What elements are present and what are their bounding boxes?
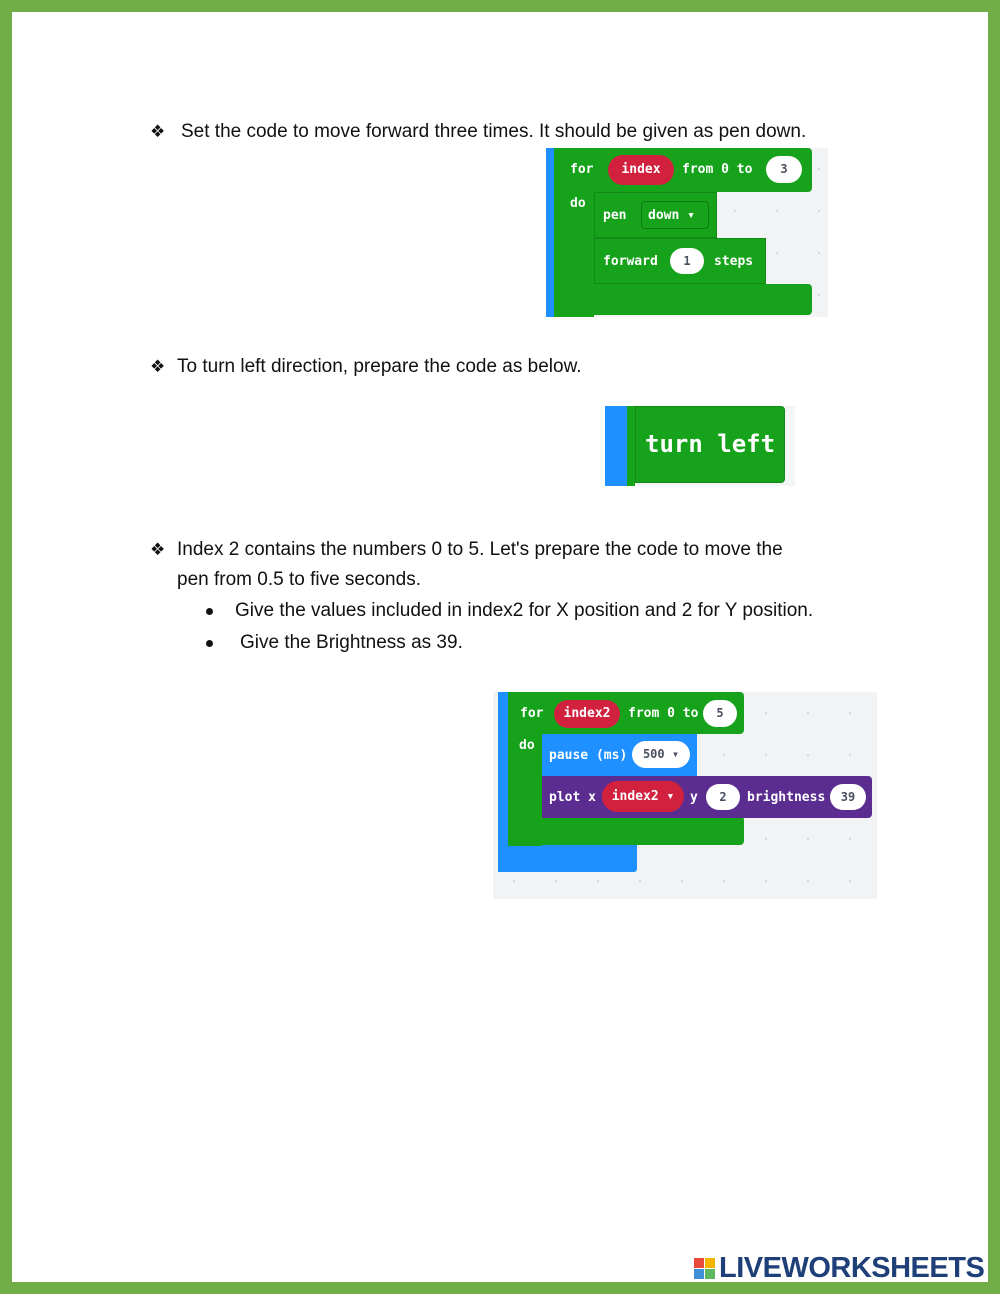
liveworksheets-logo-icon xyxy=(694,1258,716,1280)
brightness-keyword: brightness xyxy=(747,790,826,805)
for-keyword-2: for xyxy=(520,706,544,721)
subitem-1-text: Give the values included in index2 for X position and 2 for Y position. xyxy=(235,600,814,621)
subitem-2-text: Give the Brightness as 39. xyxy=(240,632,463,653)
turn-left-label: turn left xyxy=(645,430,776,458)
y-keyword: y xyxy=(690,790,698,805)
forward-keyword: forward xyxy=(603,254,658,269)
pause-keyword: pause (ms) xyxy=(549,748,628,763)
steps-keyword: steps xyxy=(714,254,754,269)
section-1-marker: ❖ xyxy=(150,122,166,141)
y-value: 2 xyxy=(706,784,740,810)
pause-value-dropdown[interactable]: 500 ▾ xyxy=(632,741,690,768)
index-variable-pill: index xyxy=(608,155,674,185)
plot-x-keyword: plot x xyxy=(549,790,596,805)
subitem-1-bullet xyxy=(206,608,213,615)
liveworksheets-logo: LIVEWORKSHEETS xyxy=(719,1252,985,1284)
block-image-turn-left xyxy=(605,406,795,486)
pen-state-dropdown[interactable]: down ▾ xyxy=(648,208,695,223)
section-3-marker: ❖ xyxy=(150,540,166,559)
section-1-text: Set the code to move forward three times. It should be given as pen down. xyxy=(181,121,807,142)
section-2-text: To turn left direction, prepare the code as below. xyxy=(177,356,582,377)
section-3-text-line1: Index 2 contains the numbers 0 to 5. Let's prepare the code to move the xyxy=(177,539,783,560)
from-to-label: from 0 to xyxy=(682,162,753,177)
for-keyword: for xyxy=(570,162,594,177)
do-keyword: do xyxy=(570,196,586,211)
section-2-marker: ❖ xyxy=(150,357,166,376)
block-image-for-loop-pen xyxy=(546,148,828,317)
section-3-text-line2: pen from 0.5 to five seconds. xyxy=(177,569,421,590)
do-keyword-2: do xyxy=(519,738,535,753)
loop-end-value: 3 xyxy=(766,156,802,183)
subitem-2-bullet xyxy=(206,640,213,647)
index2-variable-pill: index2 xyxy=(554,700,620,728)
block-image-plot-loop xyxy=(493,692,877,899)
brightness-value: 39 xyxy=(830,784,866,810)
plot-x-variable-dropdown[interactable]: index2 ▾ xyxy=(602,781,684,812)
steps-value: 1 xyxy=(670,248,704,274)
pen-keyword: pen xyxy=(603,208,627,223)
from-to-label-2: from 0 to xyxy=(628,706,699,721)
loop-end-value-2: 5 xyxy=(703,700,737,727)
